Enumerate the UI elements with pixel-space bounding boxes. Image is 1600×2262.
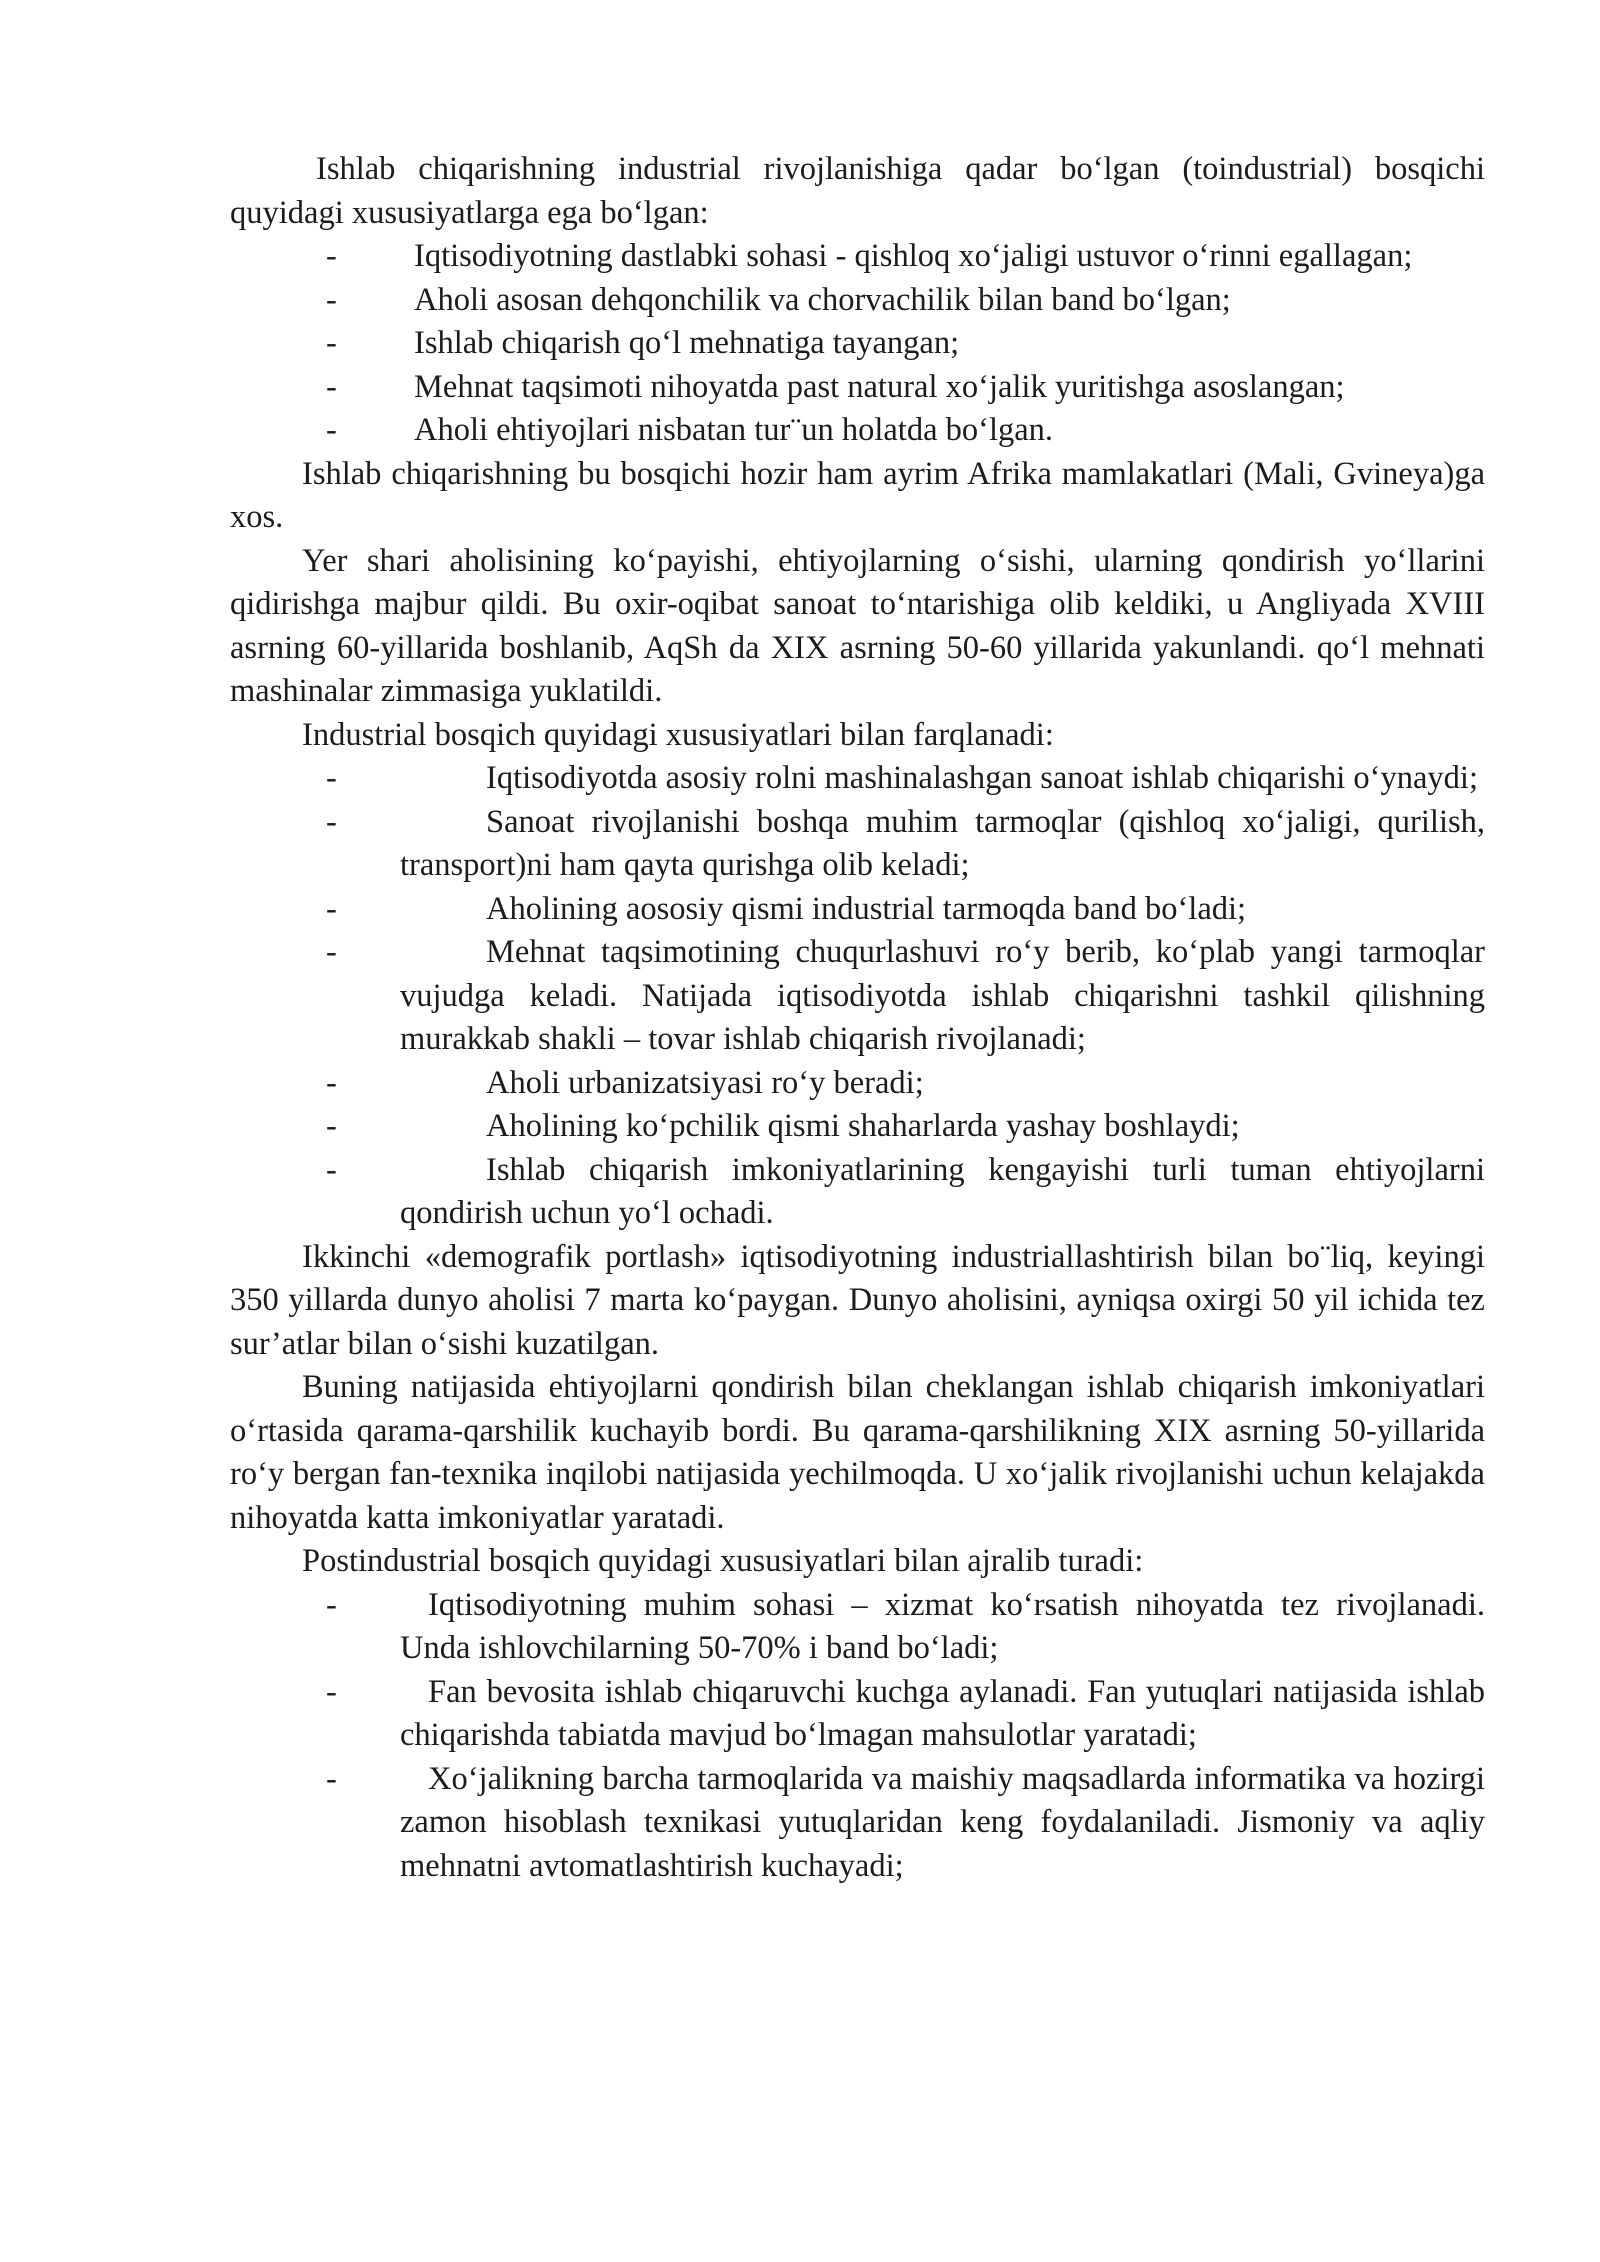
paragraph-science-revolution: Buning natijasida ehtiyojlarni qondirish bilan cheklangan ishlab chiqarish imkoniyatlari o‘rtasida qarama-qarshilik kuchayib bordi. Bu qarama-qarshilikning XIX asrning 50-yillarida ro‘y bergan fan-texnika inqilobi natijasida yechilmoqda. U xo‘jalik rivojlanishi uchun kelajakda nihoyatda katta imkoniyatlar yaratadi. (230, 1369, 1485, 1536)
list-item-text: Aholi asosan dehqonchilik va chorvachilik bilan band bo‘lgan; (414, 281, 1231, 318)
list-item (230, 1671, 1485, 1758)
dash-marker: - (326, 1064, 337, 1101)
postindustrial-features-list (230, 1584, 1485, 1889)
paragraph-demographic-explosion: Ikkinchi «demografik portlash» iqtisodiyotning industriallashtirish bilan bo¨liq, keyingi 350 yillarda dunyo aholisi 7 marta ko‘paygan. Dunyo aholisini, ayniqsa oxirgi 50 yil ichida tez sur’atlar bilan o‘sishi kuzatilgan. (230, 1238, 1485, 1362)
list-item (230, 888, 1485, 932)
list-item-text: Aholi urbanizatsiyasi ro‘y beradi; (486, 1064, 924, 1101)
list-item (230, 409, 1485, 453)
list-item (230, 801, 1485, 888)
list-item (230, 757, 1485, 801)
preindustrial-features-list (230, 235, 1485, 453)
list-item (230, 1105, 1485, 1149)
document-page (230, 148, 1485, 1888)
list-item (230, 1149, 1485, 1236)
list-item-text: Iqtisodiyotning muhim sohasi – xizmat ko‘rsatish nihoyatda tez rivojlanadi. Unda ishlovchilarning 50-70% i band bo‘ladi; (400, 1586, 1485, 1666)
list-item-text: Mehnat taqsimoti nihoyatda past natural xo‘jalik yuritishga asoslangan; (414, 368, 1345, 405)
paragraph-africa: Ishlab chiqarishning bu bosqichi hozir ham ayrim Afrika mamlakatlari (Mali, Gvineya)ga xos. (230, 455, 1485, 535)
list-item-text: Aholining ko‘pchilik qismi shaharlarda yashay boshlaydi; (486, 1108, 1240, 1144)
list-item-text: Xo‘jalikning barcha tarmoqlarida va maishiy maqsadlarda informatika va hozirgi zamon hisoblash texnikasi yutuqlaridan keng foydalaniladi. Jismoniy va aqliy mehnatni avtomatlashtirish kuchayadi; (400, 1760, 1485, 1884)
dash-marker: - (326, 281, 337, 318)
dash-marker: - (326, 368, 337, 405)
list-item (230, 322, 1485, 366)
list-item (230, 235, 1485, 279)
dash-marker: - (326, 1108, 337, 1144)
list-item-text: Fan bevosita ishlab chiqaruvchi kuchga aylanadi. Fan yutuqlari natijasida ishlab chiqarishda tabiatda mavjud bo‘lmagan mahsulotlar yaratadi; (400, 1673, 1485, 1753)
list-item-text: Ishlab chiqarish qo‘l mehnatiga tayangan; (414, 325, 960, 361)
dash-marker: - (326, 760, 337, 796)
list-item-text: Aholi ehtiyojlari nisbatan tur¨un holatda bo‘lgan. (414, 412, 1054, 448)
dash-marker: - (326, 934, 337, 970)
list-item (230, 1584, 1485, 1671)
list-item (230, 931, 1485, 1062)
list-item-text: Iqtisodiyotda asosiy rolni mashinalashgan sanoat ishlab chiqarishi o‘ynaydi; (486, 760, 1478, 796)
paragraph-postindustrial-intro: Postindustrial bosqich quyidagi xususiyatlari bilan ajralib turadi: (302, 1543, 1144, 1579)
industrial-features-list (230, 757, 1485, 1236)
list-item-text: Ishlab chiqarish imkoniyatlarining kengayishi turli tuman ehtiyojlarni qondirish uchun yo‘l ochadi. (400, 1151, 1485, 1231)
dash-marker: - (326, 1586, 337, 1623)
dash-marker: - (326, 238, 337, 274)
list-item-text: Mehnat taqsimotining chuqurlashuvi ro‘y berib, ko‘plab yangi tarmoqlar vujudga keladi. Natijada iqtisodiyotda ishlab chiqarishni tashkil qilishning murakkab shakli – tovar ishlab chiqarish rivojlanadi; (400, 934, 1485, 1057)
dash-marker: - (326, 325, 337, 361)
dash-marker: - (326, 1151, 337, 1188)
paragraph-industrial-revolution: Yer shari aholisining ko‘payishi, ehtiyojlarning o‘sishi, ularning qondirish yo‘llarini qidirishga majbur qildi. Bu oxir-oqibat sanoat to‘ntarishiga olib keldiki, u Angliyada XVIII asrning 60-yillarida boshlanib, AqSh da XIX asrning 50-60 yillarida yakunlandi. qo‘l mehnati mashinalar zimmasiga yuklatildi. (230, 542, 1485, 709)
dash-marker: - (326, 1760, 337, 1797)
list-item-text: Sanoat rivojlanishi boshqa muhim tarmoqlar (qishloq xo‘jaligi, qurilish, transport)ni ham qayta qurishga olib keladi; (400, 803, 1485, 883)
dash-marker: - (326, 890, 337, 927)
list-item (230, 1062, 1485, 1106)
paragraph-industrial-intro: Industrial bosqich quyidagi xususiyatlari bilan farqlanadi: (302, 716, 1054, 753)
list-item-text: Aholining aososiy qismi industrial tarmoqda band bo‘ladi; (486, 890, 1247, 927)
dash-marker: - (326, 1673, 337, 1710)
list-item (230, 1758, 1485, 1889)
list-item (230, 279, 1485, 323)
paragraph-preindustrial-intro: Ishlab chiqarishning industrial rivojlanishiga qadar bo‘lgan (toindustrial) bosqichi quyidagi xususiyatlarga ega bo‘lgan: (230, 151, 1485, 231)
list-item-text: Iqtisodiyotning dastlabki sohasi - qishloq xo‘jaligi ustuvor o‘rinni egallagan; (414, 238, 1413, 274)
dash-marker: - (326, 803, 337, 840)
dash-marker: - (326, 412, 337, 448)
list-item (230, 366, 1485, 410)
